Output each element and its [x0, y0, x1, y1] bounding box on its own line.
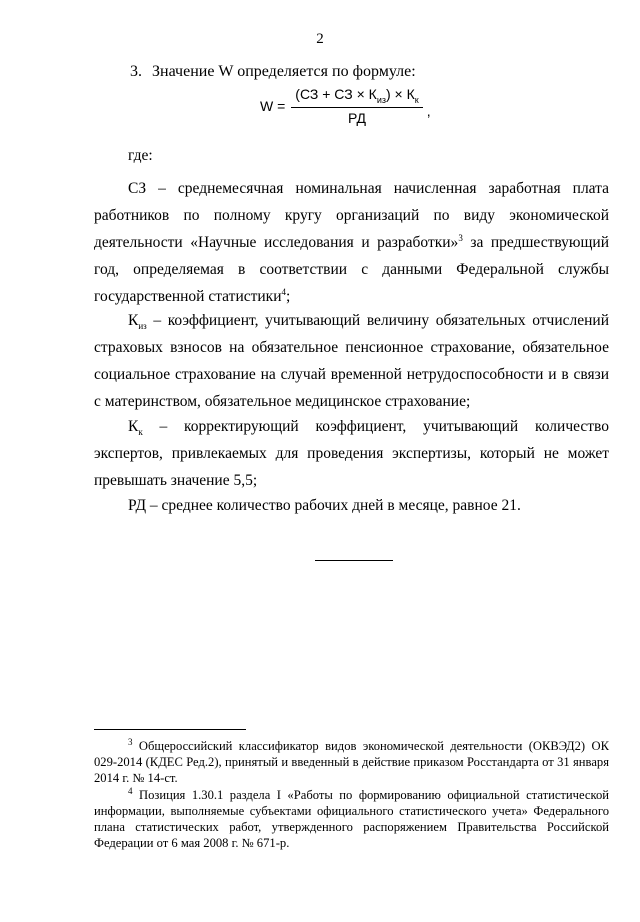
- definition-rd: [94, 492, 609, 519]
- footnote-ref-4: 4: [281, 286, 287, 297]
- footnote-3-mark: 3: [128, 736, 133, 747]
- def-rd-text: РД – среднее количество рабочих дней в месяце, равное 21.: [128, 497, 521, 514]
- def-kiz-sub: из: [138, 321, 147, 332]
- item-text: Значение W определяется по формуле:: [152, 63, 416, 80]
- footnote-4: [94, 787, 609, 851]
- definition-kiz: [94, 307, 609, 415]
- definition-kk: [94, 413, 609, 494]
- formula-lhs: W =: [260, 97, 286, 114]
- formula-comma: ,: [426, 102, 431, 119]
- footnote-ref-3: 3: [458, 232, 463, 243]
- item-3-heading: [130, 63, 416, 81]
- footnote-separator: [94, 729, 246, 730]
- def-kk-sub: к: [138, 427, 143, 438]
- page-number: 2: [316, 31, 324, 47]
- formula-numerator: [291, 86, 422, 108]
- def-kiz-symbol: К: [128, 312, 139, 329]
- numerator-sub-iz: из: [376, 94, 386, 105]
- section-divider: [315, 560, 393, 561]
- item-number: 3.: [130, 63, 142, 80]
- formula: [260, 86, 431, 126]
- footnote-3-text: Общероссийский классификатор видов экономической деятельности (ОКВЭД2) ОК 029-2014 (КДЕС Ред.2), принятый и введенный в действие приказом Росстандарта от 31 января 2014 г. № 14-ст.: [94, 739, 609, 785]
- def-kk-text: – корректирующий коэффициент, учитывающий количество экспертов, привлекаемых для проведения экспертизы, который не может превышать значение 5,5;: [94, 418, 609, 489]
- def-sz-end: ;: [286, 288, 291, 305]
- formula-fraction: [291, 86, 422, 126]
- footnote-4-mark: 4: [128, 785, 133, 796]
- def-kk-symbol: К: [128, 418, 139, 435]
- numerator-part-1: (СЗ + СЗ × К: [295, 86, 377, 102]
- where-label: [94, 142, 609, 169]
- def-sz-text-2: за предшествующий год, определяемая в соответствии с данными Федеральной службы государственной статистики: [94, 234, 609, 305]
- formula-denominator: РД: [348, 109, 366, 126]
- numerator-part-2: ) × К: [385, 86, 415, 102]
- footnote-3: [94, 738, 609, 786]
- definition-sz: [94, 175, 609, 310]
- where-text: где:: [128, 147, 153, 164]
- footnote-4-text: Позиция 1.30.1 раздела I «Работы по формированию официальной статистической информации, выполняемые субъектами официального статистического учета» Федерального плана статистических работ, утвержденного распоряжением Правительства Российской Федерации от 6 мая 2008 г. № 671-р.: [94, 788, 609, 850]
- def-sz-text: СЗ – среднемесячная номинальная начисленная заработная плата работников по полному кругу организаций по виду экономической деятельности «Научные исследования и разработки»: [94, 180, 609, 251]
- def-kiz-text: – коэффициент, учитывающий величину обязательных отчислений страховых взносов на обязательное пенсионное страхование, обязательное социальное страхование на случай временной нетрудоспособности и в связи с материнством, обязательное медицинское страхование;: [94, 312, 609, 410]
- numerator-sub-k: к: [414, 94, 419, 105]
